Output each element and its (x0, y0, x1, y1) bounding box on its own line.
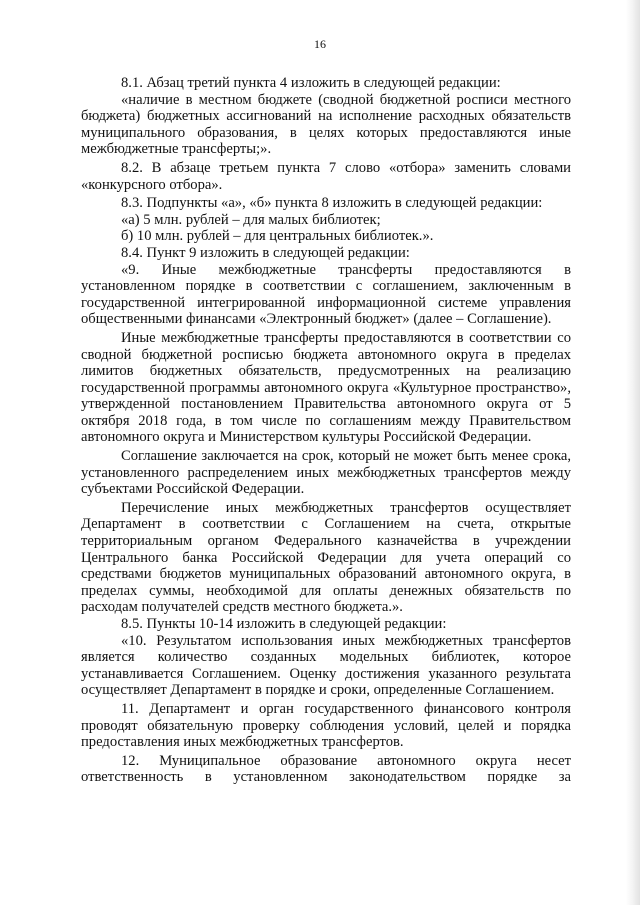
paragraph-8-3-b: б) 10 млн. рублей – для центральных библиотек.». (121, 228, 434, 245)
paragraph-8-3-a: «а) 5 млн. рублей – для малых библиотек; (121, 211, 381, 228)
paragraph-8-1: 8.1. Абзац третий пункта 4 изложить в следующей редакции: (121, 75, 501, 91)
paragraph-9-term: Соглашение заключается на срок, который не может быть менее срока, установленного распределением иных межбюджетных трансфертов между субъектами Российской Федерации. (81, 448, 571, 498)
paragraph-9: «9. Иные межбюджетные трансферты предоставляются в установленном порядке в соответствии с соглашением, заключенным в государственной интегрированной информационной системе управления общественными финансами «Электронный бюджет» (далее – Соглашение). (81, 261, 571, 328)
paragraph-8-1-quote: «наличие в местном бюджете (сводной бюджетной росписи местного бюджета) бюджетных ассигнований на исполнение расходных обязательств муниципального образования, в целях которых предоставляются иные межбюджетные трансферты;». (81, 91, 571, 158)
paragraph-10: «10. Результатом использования иных межбюджетных трансфертов является количество созданных модельных библиотек, которое устанавливается Соглашением. Оценку достижения указанного результата осуществляет Департамент в порядке и сроки, определенные Соглашением. (81, 632, 571, 699)
paragraph-11: 11. Департамент и орган государственного финансового контроля проводят обязательную проверку соблюдения условий, целей и порядка предоставления иных межбюджетных трансфертов. (81, 700, 571, 751)
paragraph-9-transfer: Перечисление иных межбюджетных трансфертов осуществляет Департамент в соответствии с Соглашением на счета, открытые территориальным органом Федерального казначейства в учреждении Центрального банка Российской Федерации для учета операций со средствами бюджетов муниципальных образований автономного округа, в пределах суммы, необходимой для оплаты денежных обязательств по расходам получателей средств местного бюджета.». (81, 499, 571, 616)
paragraph-8-5: 8.5. Пункты 10-14 изложить в следующей редакции: (121, 616, 447, 632)
page-number: 16 (314, 37, 326, 51)
paragraph-8-4: 8.4. Пункт 9 изложить в следующей редакции: (121, 244, 410, 261)
document-body (81, 75, 571, 786)
paragraph-8-2: 8.2. В абзаце третьем пункта 7 слово «отбора» заменить словами «конкурсного отбора». (81, 159, 571, 193)
scan-page-edge (626, 0, 640, 905)
paragraph-12: 12. Муниципальное образование автономного округа несет ответственность в установленном законодательством порядке за (81, 752, 571, 786)
paragraph-8-3: 8.3. Подпункты «а», «б» пункта 8 изложить в следующей редакции: (121, 195, 543, 212)
paragraph-9-funding: Иные межбюджетные трансферты предоставляются в соответствии со сводной бюджетной росписью бюджета автономного округа в пределах лимитов бюджетных обязательств, предусмотренных на реализацию государственной программы автономного округа «Культурное пространство», утвержденной постановлением Правительства автономного округа от 5 октября 2018 года, в том числе по соглашениям между Правительством автономного округа и Министерством культуры Российской Федерации. (81, 329, 571, 446)
